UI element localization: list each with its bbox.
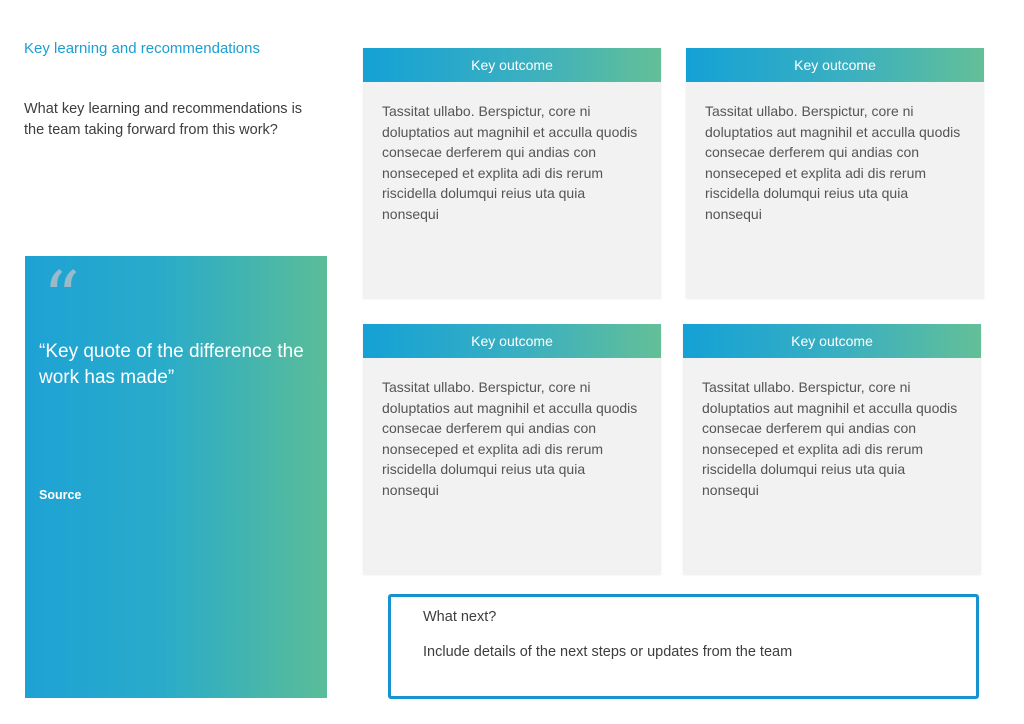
- outcome-card-body: Tassitat ullabo. Berspictur, core ni doluptatios aut magnihil et acculla quodis consecae derferem qui andias con nonseceped et explita adi dis rerum riscidella dolumqui reius uta quia nonsequi: [702, 379, 958, 498]
- what-next-text: Include details of the next steps or updates from the team: [423, 644, 793, 660]
- outcome-card-1: [363, 48, 661, 298]
- quote-text: “Key quote of the difference the work has made”: [39, 341, 304, 388]
- page-title: Key learning and recommendations: [24, 40, 260, 57]
- quote-panel: [25, 256, 327, 698]
- outcome-card-title: Key outcome: [686, 48, 984, 82]
- what-next-box: [388, 594, 979, 699]
- outcome-card-4: [683, 324, 981, 574]
- outcome-card-title: Key outcome: [363, 324, 661, 358]
- quote-source: Source: [39, 488, 82, 502]
- what-next-title: What next?: [423, 609, 497, 625]
- outcome-card-title: Key outcome: [363, 48, 661, 82]
- outcome-card-3: [363, 324, 661, 574]
- quote-mark-icon: “: [43, 256, 80, 340]
- outcome-card-body: Tassitat ullabo. Berspictur, core ni doluptatios aut magnihil et acculla quodis consecae derferem qui andias con nonseceped et explita adi dis rerum riscidella dolumqui reius uta quia nonsequi: [382, 379, 638, 498]
- outcome-card-body: Tassitat ullabo. Berspictur, core ni doluptatios aut magnihil et acculla quodis consecae derferem qui andias con nonseceped et explita adi dis rerum riscidella dolumqui reius uta quia nonsequi: [705, 103, 961, 222]
- intro-text: What key learning and recommendations is the team taking forward from this work?: [24, 101, 303, 138]
- outcome-card-2: [686, 48, 984, 298]
- outcome-card-body: Tassitat ullabo. Berspictur, core ni doluptatios aut magnihil et acculla quodis consecae derferem qui andias con nonseceped et explita adi dis rerum riscidella dolumqui reius uta quia nonsequi: [382, 103, 638, 222]
- outcome-card-title: Key outcome: [683, 324, 981, 358]
